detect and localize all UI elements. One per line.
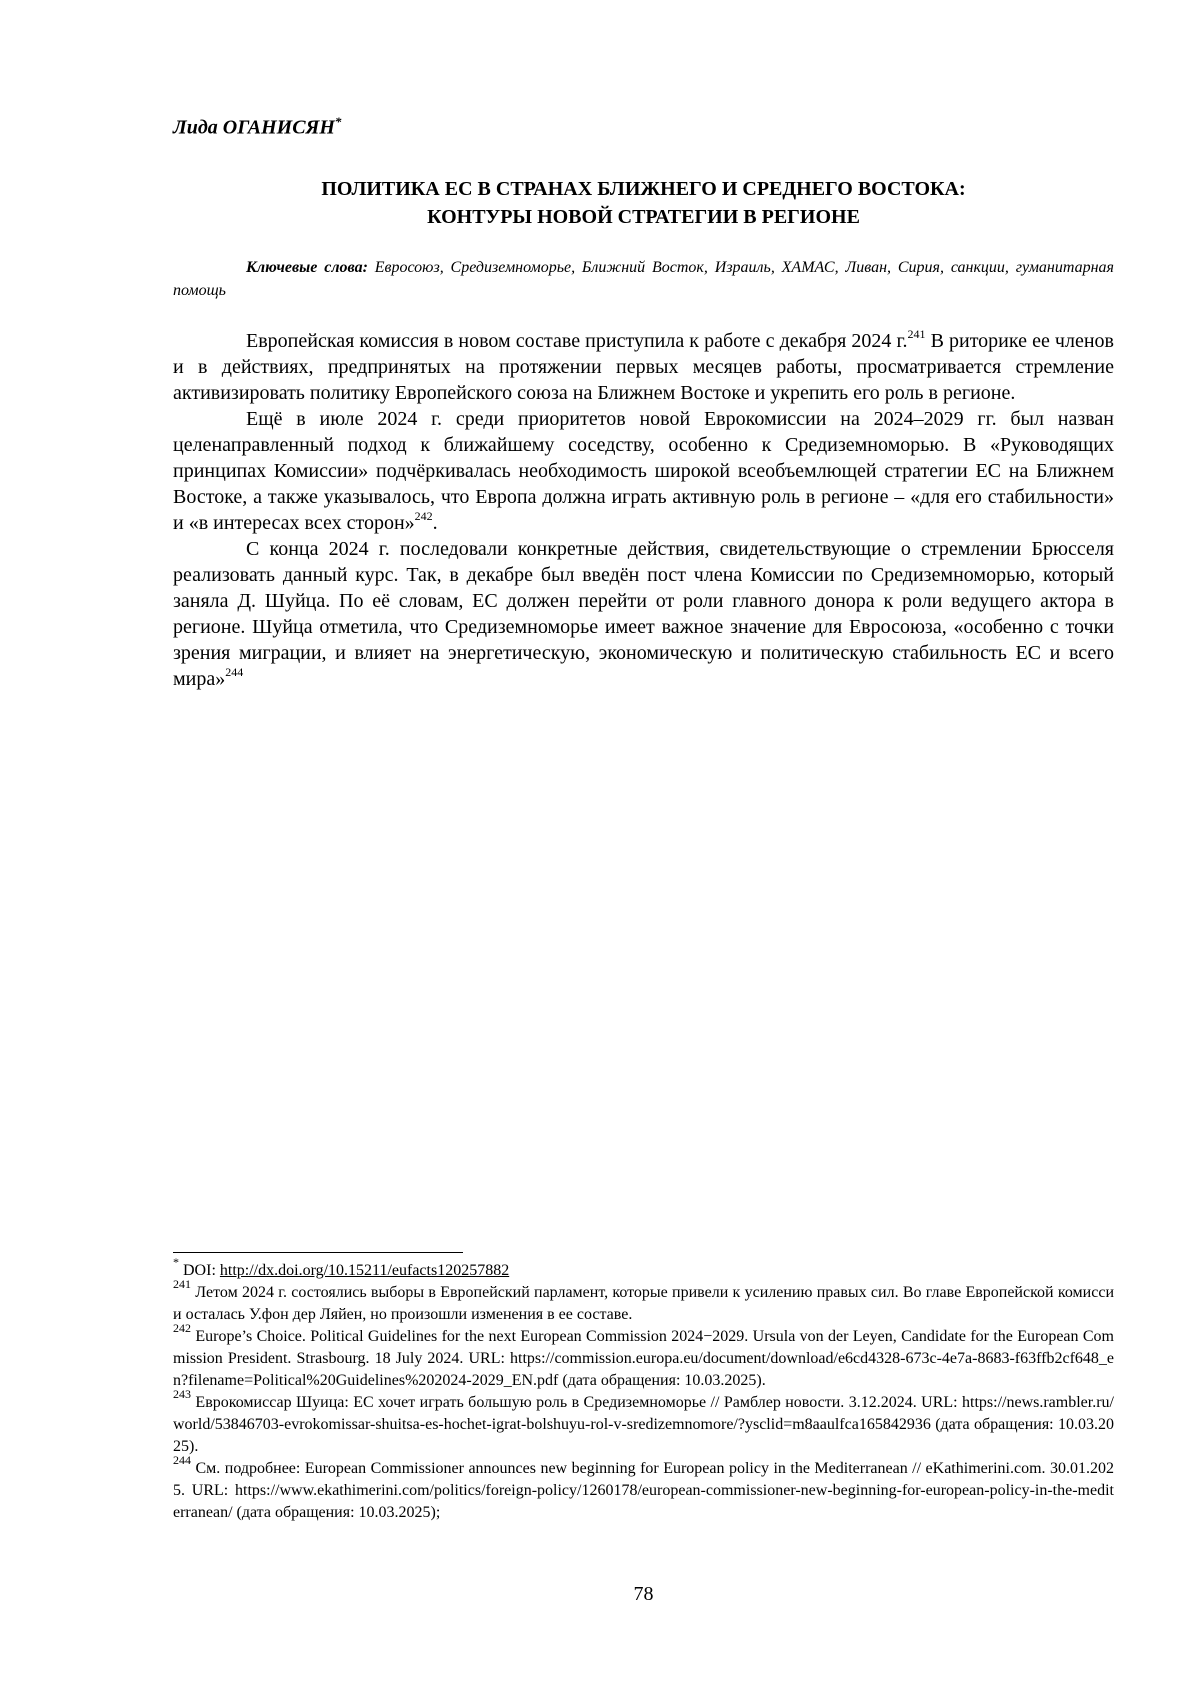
footnote-text: Еврокомиссар Шуица: ЕС хочет играть большую роль в Средиземноморье // Рамблер новости. 3.12.2024. URL: https://news.rambler.ru/world/53846703-evrokomissar-shuitsa-es-hochet-igrat-bolshuyu-rol-v-sredizemnomore/?ysclid=m8aaulfca165842936 (дата обращения: 10.03.2025).	[173, 1394, 1114, 1455]
paragraph-text: .	[432, 512, 438, 534]
article-title	[173, 175, 1114, 231]
footnote-241	[173, 1277, 1114, 1326]
footnote-mark: *	[173, 1255, 179, 1269]
footnote-mark: 244	[173, 1453, 191, 1467]
footnotes	[173, 1255, 1114, 1524]
title-line-2: КОНТУРЫ НОВОЙ СТРАТЕГИИ В РЕГИОНЕ	[427, 206, 860, 228]
footnote-244	[173, 1453, 1114, 1524]
footnote-mark: 243	[173, 1387, 191, 1401]
author-name	[173, 114, 341, 140]
doi-link[interactable]: http://dx.doi.org/10.15211/eufacts120257882	[219, 1262, 510, 1279]
paragraph-text: В риторике ее членов и в действиях, предпринятых на протяжении первых месяцев работы, просматривается стремление активизировать политику Европейского союза на Ближнем Востоке и укрепить его роль в регионе.	[173, 330, 1114, 404]
footnote-text: DOI:	[179, 1262, 220, 1279]
keywords	[173, 256, 1114, 302]
footnote-mark: 242	[173, 1321, 191, 1335]
author-footnote-mark[interactable]: *	[334, 114, 342, 129]
footnote-ref-243[interactable]: 244	[225, 665, 244, 679]
title-line-1: ПОЛИТИКА ЕС В СТРАНАХ БЛИЖНЕГО И СРЕДНЕГО ВОСТОКА:	[321, 178, 966, 200]
footnote-text: Летом 2024 г. состоялись выборы в Европейский парламент, которые привели к усилению правых сил. Во главе Европейской комиссии осталась У.фон дер Ляйен, но произошли изменения в ее составе.	[173, 1284, 1114, 1323]
footnote-242	[173, 1321, 1114, 1392]
footnote-ref-241[interactable]: 241	[907, 327, 926, 341]
footnote-doi	[173, 1255, 1114, 1282]
page-number: 78	[633, 1583, 654, 1605]
paragraph-2	[173, 406, 1114, 536]
footnote-divider	[173, 1252, 463, 1253]
article-body	[173, 328, 1114, 692]
paragraph-3	[173, 536, 1114, 692]
paragraph-1	[173, 328, 1114, 406]
paragraph-text: Европейская комиссия в новом составе приступила к работе с декабря 2024 г.	[246, 330, 908, 352]
footnote-mark: 241	[173, 1277, 191, 1291]
footnote-243	[173, 1387, 1114, 1458]
paragraph-text: С конца 2024 г. последовали конкретные действия, свидетельствующие о стремлении Брюсселя реализовать данный курс. Так, в декабре был введён пост члена Комиссии по Средиземноморью, который заняла Д. Шуйца. По её словам, ЕС должен перейти от роли главного донора к роли ведущего актора в регионе. Шуйца отметила, что Средиземноморье имеет важное значение для Евросоюза, «особенно с точки зрения миграции, и влияет на энергетическую, экономическую и политическую стабильность ЕС и всего мира»	[173, 538, 1114, 690]
keywords-text: Евросоюз, Средиземноморье, Ближний Восток, Израиль, ХАМАС, Ливан, Сирия, санкции, гуманитарная помощь	[173, 259, 1114, 299]
author-name-text: Лида ОГАНИСЯН	[173, 116, 335, 139]
paragraph-text: Ещё в июле 2024 г. среди приоритетов новой Еврокомиссии на 2024–2029 гг. был назван целенаправленный подход к ближайшему соседству, особенно к Средиземноморью. В «Руководящих принципах Комиссии» подчёркивалась необходимость широкой всеобъемлющей стратегии ЕС на Ближнем Востоке, а также указывалось, что Европа должна играть активную роль в регионе – «для его стабильности» и «в интересах всех сторон»	[173, 408, 1114, 534]
footnote-text: См. подробнее: European Commissioner announces new beginning for European policy in the Mediterranean // eKathimerini.com. 30.01.2025. URL: https://www.ekathimerini.com/politics/foreign-policy/1260178/european-commissioner-new-beginning-for-european-policy-in-the-mediterranean/ (дата обращения: 10.03.2025);	[173, 1460, 1114, 1521]
footnote-text: Europe’s Choice. Political Guidelines for the next European Commission 2024−2029. Ursula von der Leyen, Candidate for the European Commission President. Strasbourg. 18 July 2024. URL: https://commission.europa.eu/document/download/e6cd4328-673c-4e7a-8683-f63ffb2cf648_en?filename=Political%20Guidelines%202024-2029_EN.pdf (дата обращения: 10.03.2025).	[173, 1328, 1114, 1389]
footnote-ref-242[interactable]: 242	[414, 509, 433, 523]
keywords-label: Ключевые слова:	[246, 259, 368, 276]
